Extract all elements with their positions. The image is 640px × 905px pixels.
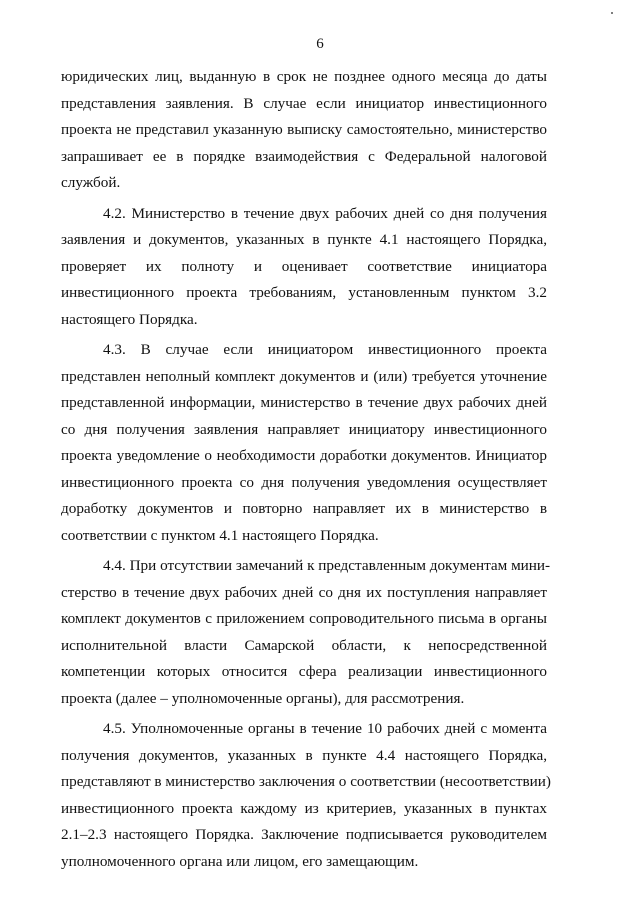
text-line: представленной информации, министерство в течение двух рабочих дней	[61, 394, 547, 411]
text-line: проверяет их полноту и оценивает соответствие инициатора	[61, 257, 547, 275]
text-line: проекта (далее – уполномоченные органы), для рассмотрения.	[61, 689, 465, 707]
document-body	[61, 64, 551, 875]
text-line: соответствии с пунктом 4.1 настоящего Порядка.	[61, 526, 379, 544]
text-line: проекта не представил указанную выписку самостоятельно, министерство	[61, 121, 547, 138]
text-line: проекта уведомление о необходимости доработки документов. Инициатор	[61, 447, 547, 464]
paragraph-4-3	[61, 337, 547, 549]
text-line: запрашивает ее в порядке взаимодействия с Федеральной налоговой	[61, 147, 547, 165]
text-line: исполнительной власти Самарской области, к непосредственной	[61, 636, 547, 654]
text-line: получения документов, указанных в пункте 4.4 настоящего Порядка,	[61, 746, 547, 764]
text-line: юридических лиц, выданную в срок не позднее одного месяца до даты	[61, 68, 547, 85]
text-line: службой.	[61, 174, 121, 191]
text-line: компетенции которых относится сфера реализации инвестиционного	[61, 663, 547, 680]
text-line: 4.4. При отсутствии замечаний к представленным документам мини-	[103, 557, 551, 574]
text-line: инвестиционного проекта со дня получения уведомления осуществляет	[61, 473, 547, 491]
scan-speck	[611, 12, 613, 14]
text-line: инвестиционного проекта каждому из критериев, указанных в пунктах	[61, 799, 547, 817]
text-line: уполномоченного органа или лицом, его замещающим.	[61, 852, 419, 870]
text-line: стерство в течение двух рабочих дней со дня их поступления направляет	[61, 583, 547, 601]
paragraph-4-4	[61, 553, 551, 712]
text-line: доработку документов и повторно направляет их в министерство в	[61, 500, 547, 517]
text-line: инвестиционного проекта требованиям, установленным пунктом 3.2	[61, 284, 547, 301]
text-line: 4.5. Уполномоченные органы в течение 10 рабочих дней с момента	[103, 720, 547, 737]
text-line: 2.1–2.3 настоящего Порядка. Заключение подписывается руководителем	[61, 826, 547, 843]
paragraph-continuation	[61, 64, 547, 197]
page-number: 6	[316, 36, 324, 52]
paragraph-4-5	[61, 716, 551, 875]
text-line: представляют в министерство заключения о соответствии (несоответствии)	[61, 773, 551, 790]
text-line: представлен неполный комплект документов и (или) требуется уточнение	[61, 367, 547, 385]
paragraph-4-2	[61, 201, 547, 334]
text-line: настоящего Порядка.	[61, 310, 198, 328]
text-line: со дня получения заявления направляет инициатору инвестиционного	[61, 420, 547, 438]
text-line: заявления и документов, указанных в пункте 4.1 настоящего Порядка,	[61, 231, 547, 248]
text-line: комплект документов с приложением сопроводительного письма в органы	[61, 610, 547, 627]
text-line: 4.2. Министерство в течение двух рабочих дней со дня получения	[103, 204, 547, 222]
text-line: 4.3. В случае если инициатором инвестиционного проекта	[103, 341, 547, 358]
text-line: представления заявления. В случае если инициатор инвестиционного	[61, 94, 547, 112]
